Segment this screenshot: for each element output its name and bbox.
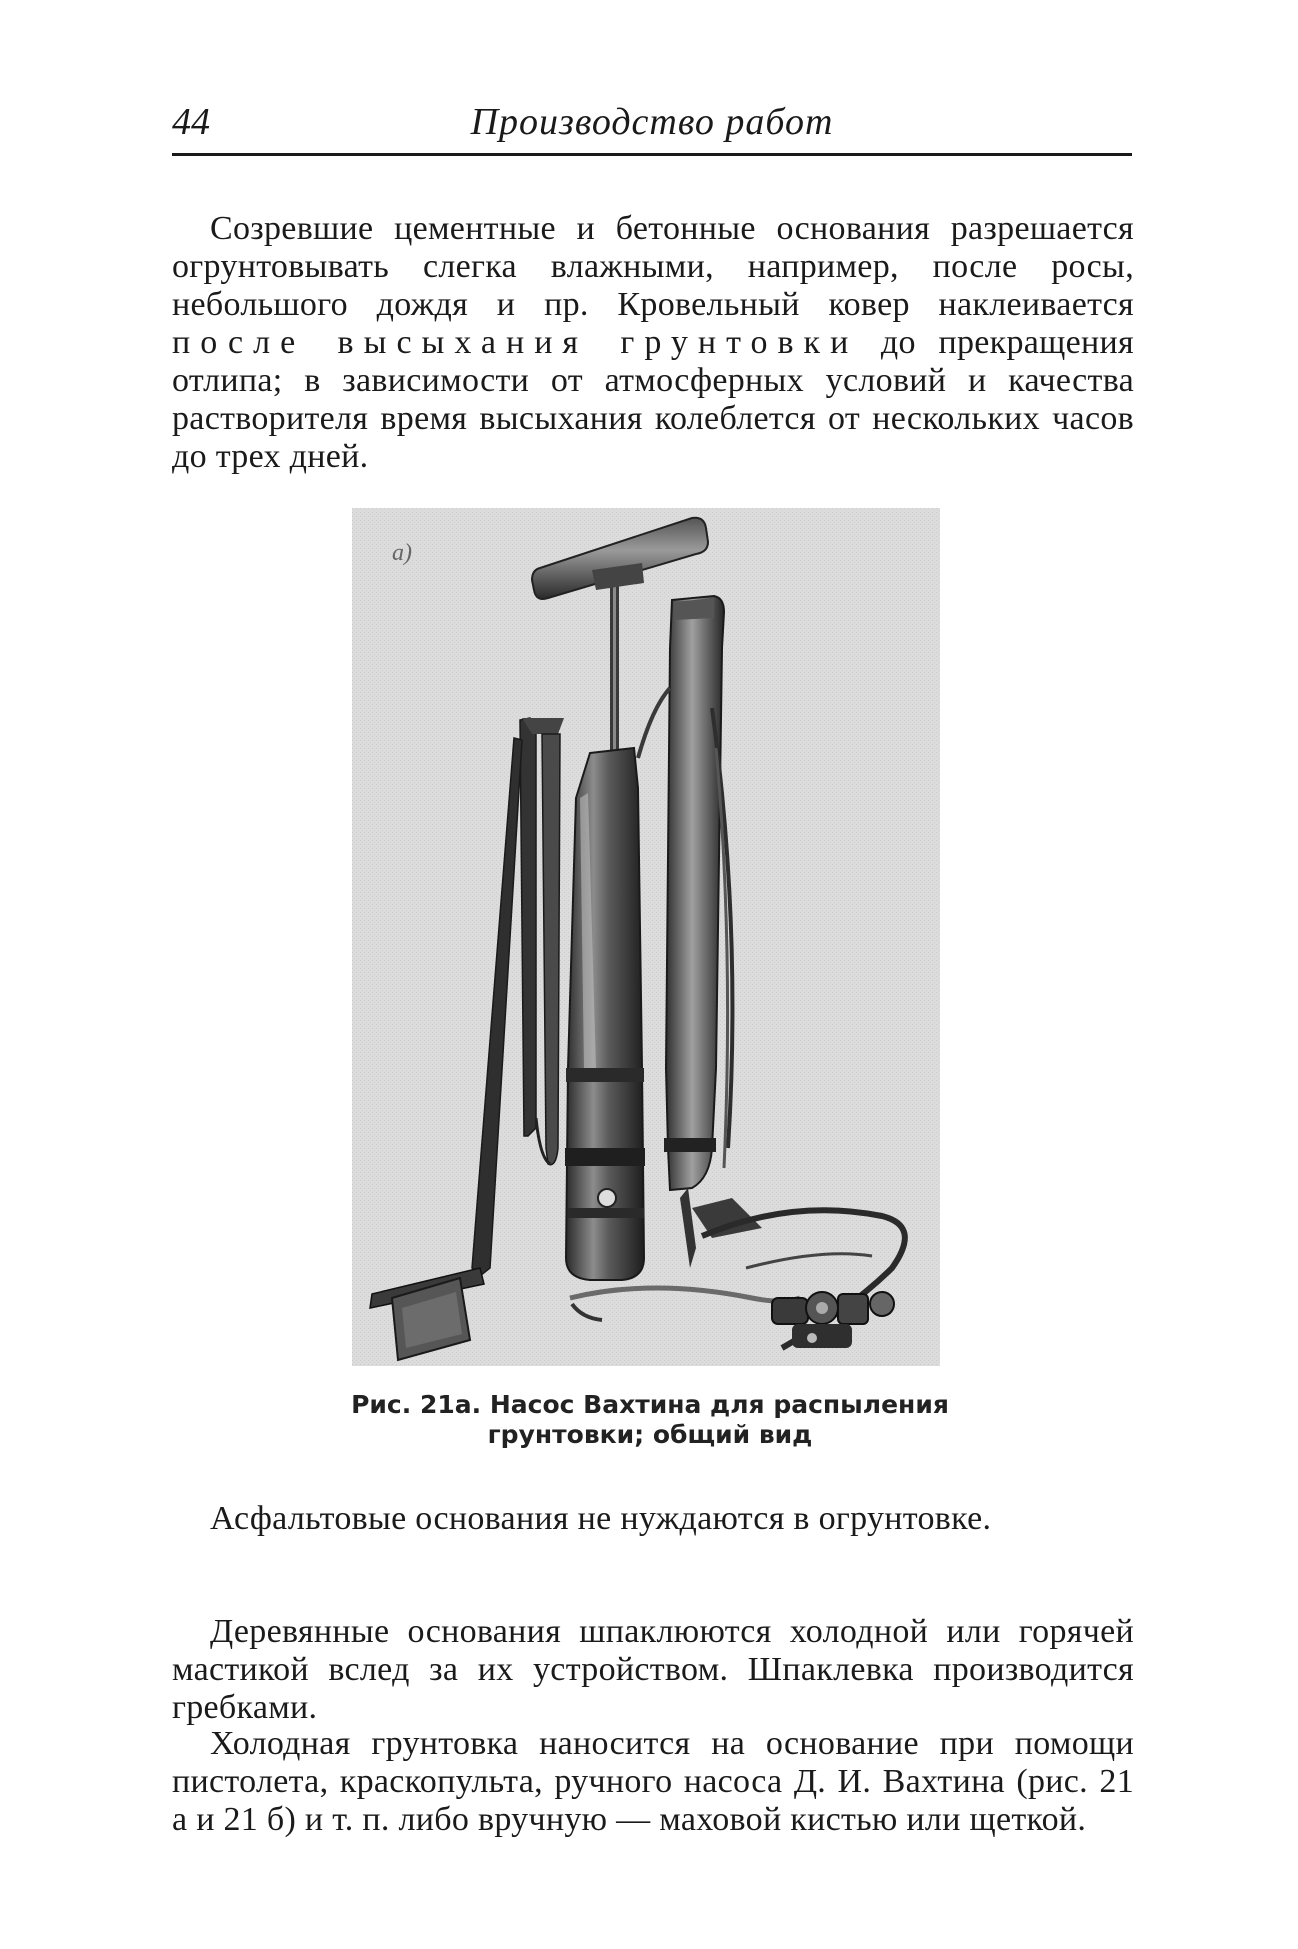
paragraph-text: Созревшие цементные и бетонные основания разрешается огрунтовывать слегка влажными, например, после росы, небольшого дождя и пр. Кровельный ковер наклеивается — [172, 210, 1134, 323]
paragraph-asphalt: Асфальтовые основания не нуждаются в огрунтовке. — [210, 1500, 992, 1537]
emphasized-text: после высыхания грунтовки — [172, 324, 859, 361]
paragraph-priming — [172, 210, 1134, 476]
page-number: 44 — [172, 101, 210, 143]
caption-text: Насос Вахтина для распыления грунтовки; общий вид — [487, 1390, 949, 1449]
caption-label: Рис. 21а. — [351, 1390, 482, 1419]
pump-photo — [352, 508, 940, 1366]
figure-caption — [300, 1390, 1000, 1450]
running-title: Производство работ — [470, 101, 834, 143]
paragraph-text: до прекращения отлипа; в зависимости от атмосферных условий и качества растворителя время высыхания колеблется от нескольких часов до трех дней. — [172, 324, 1134, 475]
header-rule — [172, 153, 1132, 156]
paragraph-cold-priming: Холодная грунтовка наносится на основание при помощи пистолета, краскопульта, ручного насоса Д. И. Вахтина (рис. 21 а и 21 б) и т. п. либо вручную — маховой кистью или щеткой. — [172, 1725, 1134, 1838]
paragraph-wooden: Деревянные основания шпаклюются холодной или горячей мастикой вслед за их устройством. Шпаклевка производится гребками. — [172, 1613, 1134, 1726]
page-header — [172, 100, 1132, 150]
panel-label: а) — [392, 540, 412, 566]
